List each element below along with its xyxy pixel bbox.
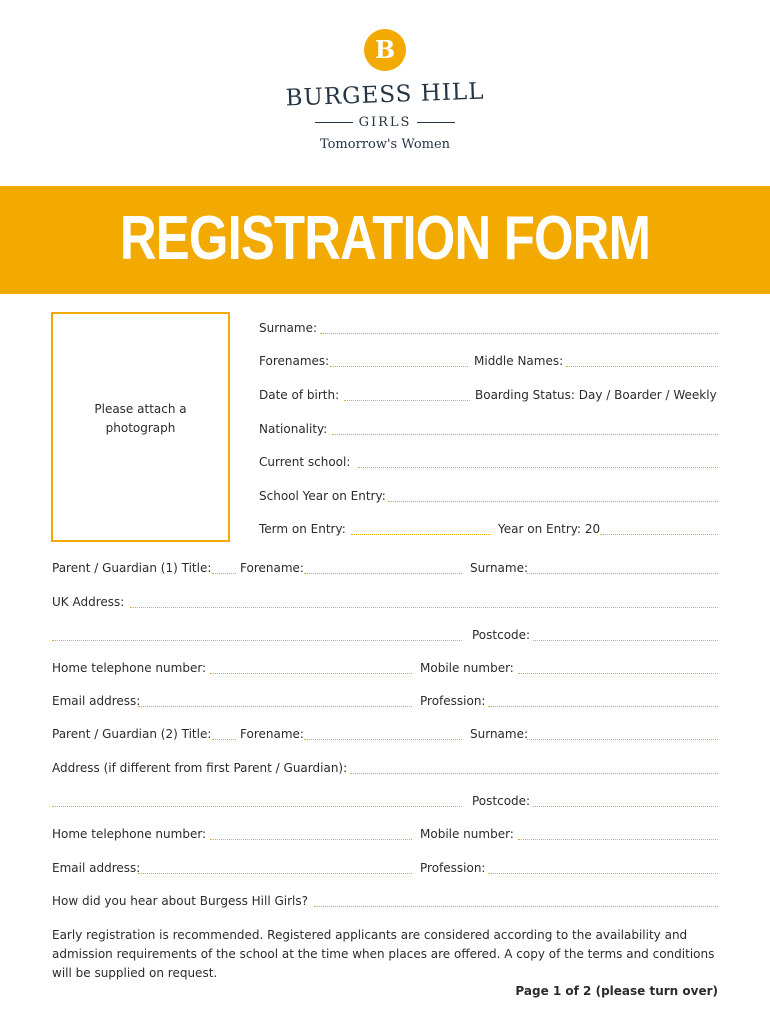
year-entry-label: Year on Entry: 20: [498, 522, 601, 536]
postcode1-label: Postcode:: [472, 628, 531, 642]
uk-address-field[interactable]: [130, 607, 718, 608]
email2-field[interactable]: [138, 873, 412, 874]
home-tel2-label: Home telephone number:: [52, 827, 207, 841]
pg1-title-field[interactable]: [212, 573, 236, 574]
uk-address-field-2[interactable]: [52, 640, 462, 641]
home-tel1-label: Home telephone number:: [52, 661, 207, 675]
how-heard-label: How did you hear about Burgess Hill Girls?: [52, 894, 309, 908]
home-tel1-field[interactable]: [210, 673, 412, 674]
mobile1-label: Mobile number:: [420, 661, 514, 675]
email1-label: Email address:: [52, 694, 141, 708]
home-tel2-field[interactable]: [210, 839, 412, 840]
profession1-field[interactable]: [488, 706, 718, 707]
mobile1-field[interactable]: [518, 673, 718, 674]
registration-note: Early registration is recommended. Registered applicants are considered according to the availability and admission requirements of the school at the time when places are offered. A copy of the terms and conditions will be supplied on request.: [52, 928, 715, 980]
middle-names-field[interactable]: [566, 366, 718, 367]
school-sub: GIRLS: [300, 115, 470, 130]
pg2-forename-label: Forename:: [240, 727, 304, 741]
pg2-title-field[interactable]: [212, 739, 236, 740]
pg2-forename-field[interactable]: [304, 739, 462, 740]
dob-label: Date of birth:: [259, 388, 340, 402]
school-tagline: Tomorrow's Women: [319, 137, 451, 152]
pg1-forename-label: Forename:: [240, 561, 304, 575]
surname-field[interactable]: [320, 333, 718, 334]
pg2-surname-label: Surname:: [470, 727, 529, 741]
profession1-label: Profession:: [420, 694, 486, 708]
postcode2-field[interactable]: [533, 806, 718, 807]
mobile2-label: Mobile number:: [420, 827, 514, 841]
pg1-title-label: Parent / Guardian (1) Title:: [52, 561, 212, 575]
school-name: BURGESS HILL: [285, 78, 485, 112]
profession2-field[interactable]: [488, 873, 718, 874]
school-logo-icon: B: [364, 29, 406, 71]
forenames-label: Forenames:: [259, 354, 330, 368]
term-entry-label: Term on Entry:: [259, 522, 346, 536]
postcode1-field[interactable]: [533, 640, 718, 641]
pg1-forename-field[interactable]: [304, 573, 462, 574]
postcode2-label: Postcode:: [472, 794, 531, 808]
pg1-surname-field[interactable]: [527, 573, 718, 574]
pg2-title-label: Parent / Guardian (2) Title:: [52, 727, 212, 741]
photo-text-line2: photograph: [105, 421, 176, 435]
boarding-status-label: Boarding Status: Day / Boarder / Weekly: [475, 388, 717, 402]
address2-label: Address (if different from first Parent / Guardian):: [52, 761, 348, 775]
nationality-label: Nationality:: [259, 422, 328, 436]
year-entry-field[interactable]: [600, 534, 718, 535]
forenames-field[interactable]: [330, 366, 468, 367]
address2-field[interactable]: [350, 773, 718, 774]
how-heard-field[interactable]: [314, 906, 718, 907]
photo-instruction: [51, 400, 230, 438]
pg2-surname-field[interactable]: [527, 739, 718, 740]
uk-address-label: UK Address:: [52, 595, 125, 609]
email2-label: Email address:: [52, 861, 141, 875]
school-year-label: School Year on Entry:: [259, 489, 386, 503]
photo-text-line1: Please attach a: [94, 402, 187, 416]
address2-field-2[interactable]: [52, 806, 462, 807]
current-school-field[interactable]: [358, 467, 718, 468]
mobile2-field[interactable]: [518, 839, 718, 840]
nationality-field[interactable]: [332, 434, 718, 435]
middle-names-label: Middle Names:: [474, 354, 564, 368]
dob-field[interactable]: [344, 400, 470, 401]
page-number: Page 1 of 2 (please turn over): [515, 984, 718, 998]
pg1-surname-label: Surname:: [470, 561, 529, 575]
current-school-label: Current school:: [259, 455, 351, 469]
surname-label: Surname:: [259, 321, 318, 335]
school-year-field[interactable]: [388, 501, 718, 502]
term-entry-field[interactable]: [351, 534, 491, 535]
profession2-label: Profession:: [420, 861, 486, 875]
form-title: REGISTRATION FORM: [119, 204, 651, 273]
email1-field[interactable]: [138, 706, 412, 707]
